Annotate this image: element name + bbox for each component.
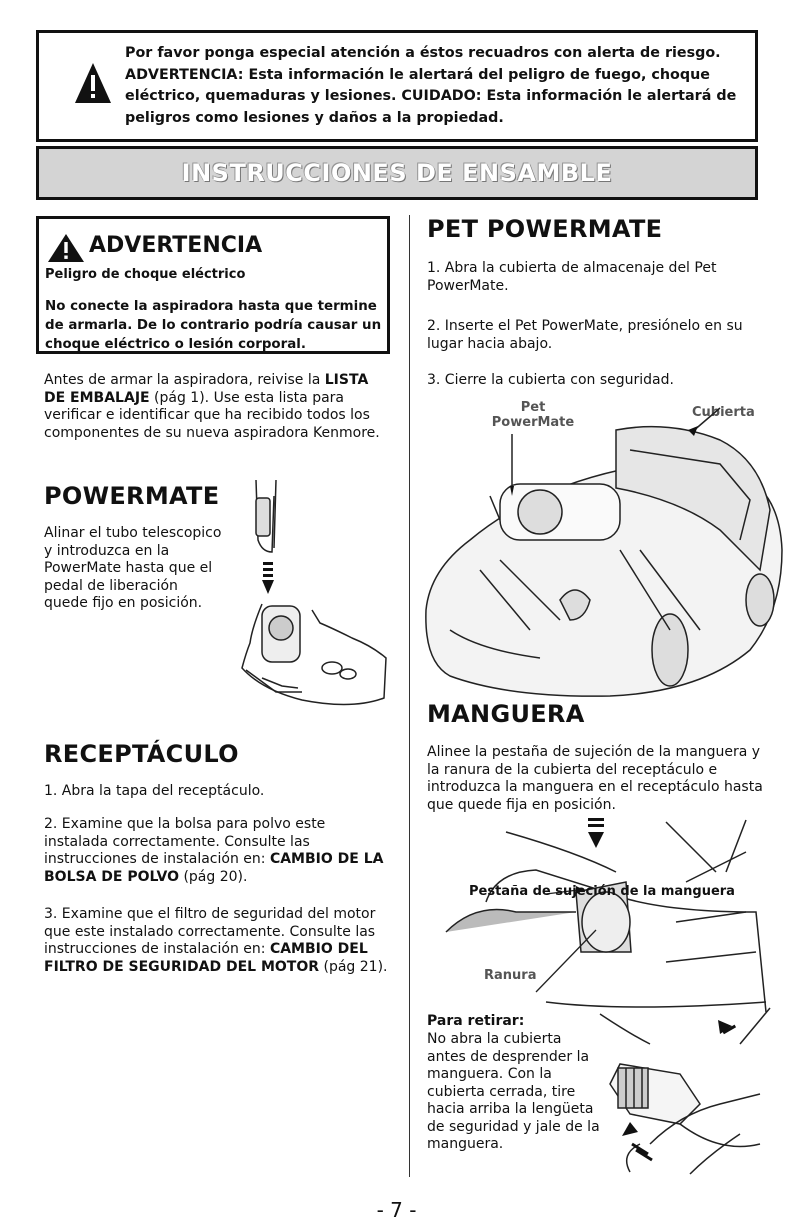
receptaculo-step1: 1. Abra la tapa del receptáculo. bbox=[44, 783, 265, 799]
warning-triangle-icon bbox=[73, 61, 113, 105]
pet-powermate-step3: 3. Cierre la cubierta con seguridad. bbox=[427, 372, 674, 388]
pet-powermate-step1: 1. Abra la cubierta de almacenaje del Pet PowerMate. bbox=[427, 260, 717, 294]
receptaculo-step2-page: (pág 20). bbox=[183, 868, 248, 885]
retirar-title: Para retirar: bbox=[427, 1013, 525, 1029]
section-banner bbox=[36, 146, 758, 200]
receptaculo-step3-ref: CAMBIO DEL FILTRO DE SEGURIDAD DEL MOTOR bbox=[44, 941, 368, 975]
risk-notice-text: Por favor ponga especial atención a éstos recuadros con alerta de riesgo. ADVERTENCIA: Esta información le alertará del peligro de fuego, choque eléctrico, quemaduras y lesiones. CUIDADO: Esta información le alertará de peligros como lesiones y daños a la propiedad. bbox=[125, 45, 737, 126]
advertencia-body: No conecte la aspiradora hasta que termine de armarla. De lo contrario podría causar un choque eléctrico o lesión corporal. bbox=[45, 299, 382, 352]
label-ranura: Ranura bbox=[484, 968, 537, 983]
receptaculo-step3 bbox=[44, 906, 389, 976]
intro-paragraph bbox=[44, 372, 389, 442]
pet-powermate-heading: PET POWERMATE bbox=[427, 215, 663, 243]
intro-after: (pág 1). Use esta lista para verificar e identificar que ha recibido todos los componentes de su nueva aspiradora Kenmore. bbox=[44, 389, 380, 441]
receptaculo-step3-text: 3. Examine que el filtro de seguridad del motor que este instalado correctamente. Consulte las instrucciones de instalación en: bbox=[44, 906, 376, 957]
column-divider bbox=[409, 215, 410, 1177]
banner-title: INSTRUCCIONES DE ENSAMBLE bbox=[181, 159, 613, 187]
manguera-text: Alinee la pestaña de sujeción de la manguera y la ranura de la cubierta del receptáculo e introduzca la manguera en el receptáculo hasta que quede fija en posición. bbox=[427, 744, 763, 813]
advertencia-box bbox=[36, 216, 390, 354]
receptaculo-heading: RECEPTÁCULO bbox=[44, 740, 239, 768]
powermate-text: Alinar el tubo telescopico y introduzca en la PowerMate hasta que el pedal de liberación quede fijo en posición. bbox=[44, 525, 222, 611]
label-cubierta: Cubierta bbox=[692, 405, 755, 420]
receptaculo-step2 bbox=[44, 816, 389, 886]
warning-triangle-icon bbox=[47, 233, 85, 263]
manguera-remove-illustration bbox=[590, 1004, 780, 1176]
receptaculo-step2-ref: CAMBIO DE LA BOLSA DE POLVO bbox=[44, 851, 384, 885]
powermate-heading: POWERMATE bbox=[44, 482, 220, 510]
receptaculo-step2-text: 2. Examine que la bolsa para polvo este instalada correctamente. Consulte las instrucciones de instalación en: bbox=[44, 816, 326, 867]
manguera-insert-illustration bbox=[426, 812, 776, 1022]
retirar-text: No abra la cubierta antes de desprender la manguera. Con la cubierta cerrada, tire hacia arriba la lengüeta de seguridad y jale de la manguera. bbox=[427, 1031, 600, 1152]
page-number: - 7 - bbox=[376, 1198, 417, 1222]
powermate-illustration bbox=[222, 478, 390, 708]
label-pestana: Pestaña de sujeción de la manguera bbox=[469, 884, 735, 899]
receptaculo-step3-page: (pág 21). bbox=[323, 958, 388, 975]
pet-powermate-step2: 2. Inserte el Pet PowerMate, presiónelo en su lugar hacia abajo. bbox=[427, 318, 743, 352]
risk-notice-box bbox=[36, 30, 758, 142]
label-pet-powermate: Pet PowerMate bbox=[491, 400, 575, 430]
intro-packing-list: LISTA DE EMBALAJE bbox=[44, 372, 369, 406]
pet-powermate-illustration bbox=[420, 400, 790, 700]
manguera-heading: MANGUERA bbox=[427, 700, 585, 728]
advertencia-title: ADVERTENCIA bbox=[89, 233, 263, 258]
intro-before: Antes de armar la aspiradora, reivise la bbox=[44, 372, 321, 388]
advertencia-subtitle: Peligro de choque eléctrico bbox=[45, 267, 246, 282]
